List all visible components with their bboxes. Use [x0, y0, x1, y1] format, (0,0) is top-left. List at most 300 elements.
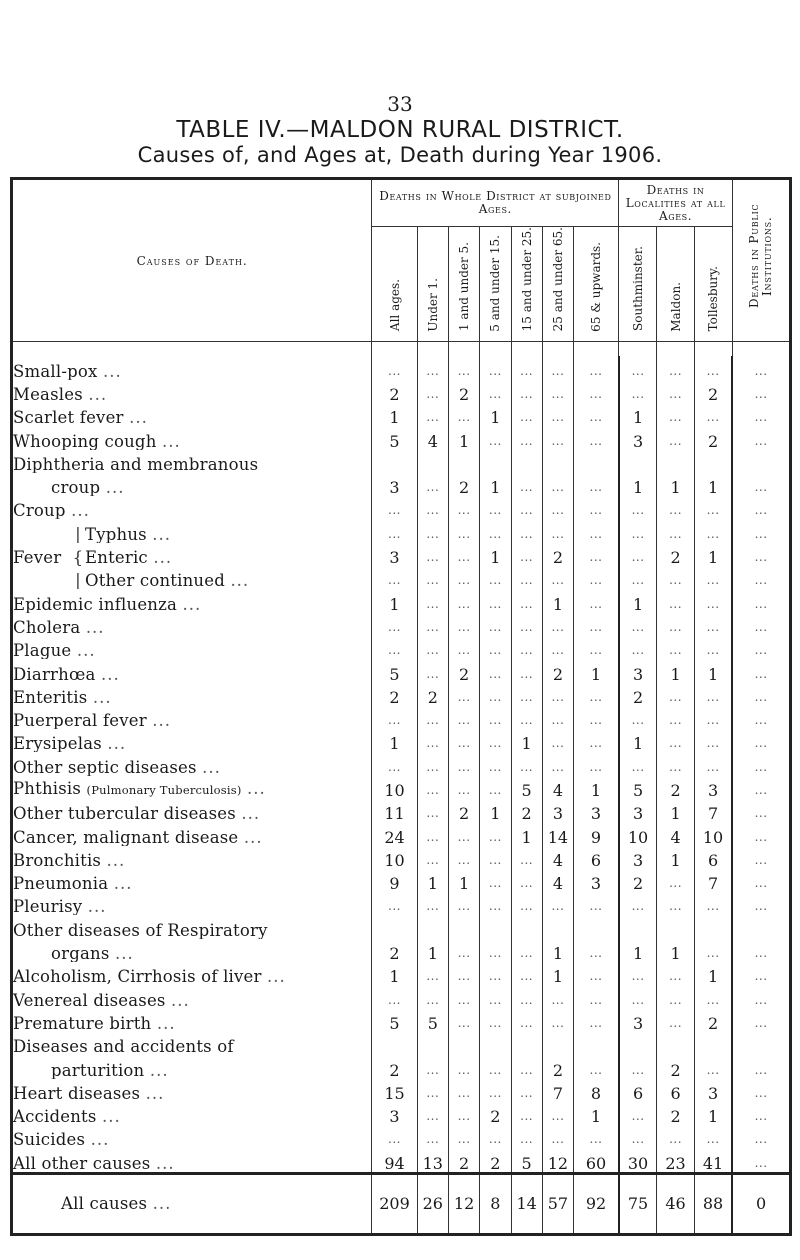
dot-cell: ...: [732, 985, 790, 1008]
dot-cell: ...: [480, 519, 511, 542]
leader-dots: ...: [155, 1153, 175, 1173]
dot-cell: ...: [542, 636, 573, 659]
dot-cell: ...: [372, 1125, 417, 1148]
dot-cell: ...: [511, 1009, 542, 1032]
value-cell: 1: [511, 822, 542, 845]
dot-cell: ...: [417, 799, 448, 822]
dot-cell: ...: [542, 752, 573, 775]
cause-label: Erysipelas: [13, 734, 102, 753]
dot-cell: ...: [694, 1055, 732, 1078]
value-cell: 2: [480, 1102, 511, 1125]
empty-cell: [372, 450, 417, 473]
leader-dots: ...: [106, 850, 126, 869]
dot-cell: ...: [574, 962, 619, 985]
cause-cell: [12, 403, 372, 426]
dot-cell: ...: [417, 846, 448, 869]
table-row: [12, 613, 791, 636]
dot-cell: ...: [732, 752, 790, 775]
value-cell: 1: [372, 962, 417, 985]
age-header: [574, 227, 619, 342]
value-cell: 2: [372, 683, 417, 706]
dot-cell: ...: [542, 892, 573, 915]
dot-cell: ...: [694, 496, 732, 519]
leader-dots: ...: [129, 408, 148, 427]
value-cell: 30: [619, 1148, 657, 1173]
value-cell: 3: [574, 799, 619, 822]
value-cell: 1: [448, 869, 479, 892]
total-value-cell: 209: [372, 1173, 417, 1234]
table-subtitle: Causes of, and Ages at, Death during Year 1906.: [137, 143, 663, 167]
value-cell: 5: [372, 426, 417, 449]
empty-cell: [511, 450, 542, 473]
dot-cell: ...: [574, 519, 619, 542]
table-row: [12, 915, 791, 938]
value-cell: 1: [657, 659, 695, 682]
total-value-cell: 75: [619, 1173, 657, 1234]
dot-cell: ...: [732, 1079, 790, 1102]
dot-cell: ...: [732, 683, 790, 706]
leader-dots: ...: [113, 874, 133, 893]
dot-cell: ...: [417, 543, 448, 566]
empty-cell: [480, 450, 511, 473]
value-cell: 3: [619, 799, 657, 822]
cause-label: Plague: [13, 641, 72, 660]
value-cell: 5: [417, 1009, 448, 1032]
empty-cell: [657, 450, 695, 473]
dot-cell: ...: [417, 659, 448, 682]
total-value-cell: 14: [511, 1173, 542, 1234]
value-cell: 1: [657, 473, 695, 496]
total-row: [12, 1173, 791, 1234]
cause-label: Other septic diseases: [13, 757, 197, 776]
value-cell: 1: [372, 589, 417, 612]
empty-cell: [657, 1032, 695, 1055]
dot-cell: ...: [417, 985, 448, 1008]
dot-cell: ...: [574, 706, 619, 729]
value-cell: 1: [480, 799, 511, 822]
value-cell: 6: [657, 1079, 695, 1102]
dot-cell: ...: [694, 729, 732, 752]
cause-label: Croup: [13, 501, 66, 520]
dot-cell: ...: [511, 706, 542, 729]
locality-header: [694, 227, 732, 342]
table-row: [12, 962, 791, 985]
dot-cell: ...: [448, 1125, 479, 1148]
cause-cell: [12, 962, 372, 985]
dot-cell: ...: [732, 729, 790, 752]
dot-cell: ...: [657, 1125, 695, 1148]
age-header-text: 15 and under 25.: [519, 227, 534, 332]
table-row: [12, 1148, 791, 1173]
value-cell: 2: [619, 683, 657, 706]
dot-cell: ...: [574, 403, 619, 426]
value-cell: 1: [619, 729, 657, 752]
brace-mark: {: [72, 548, 84, 567]
leader-dots: ...: [152, 524, 172, 543]
dot-cell: ...: [448, 496, 479, 519]
total-label: [12, 1173, 372, 1234]
table-row: [12, 683, 791, 706]
dot-cell: ...: [480, 566, 511, 589]
leader-dots: ...: [153, 548, 173, 567]
value-cell: 2: [448, 1148, 479, 1173]
empty-cell: [417, 450, 448, 473]
cause-cell: [12, 985, 372, 1008]
dot-cell: ...: [574, 613, 619, 636]
cause-cell: [12, 869, 372, 892]
whole-district-header: Deaths in Whole District at subjoined Ages.: [372, 179, 619, 227]
cause-cell: [12, 613, 372, 636]
dot-cell: ...: [732, 473, 790, 496]
value-cell: 1: [448, 426, 479, 449]
empty-cell: [619, 1032, 657, 1055]
value-cell: 1: [657, 799, 695, 822]
table-title: TABLE IV.—MALDON RURAL DISTRICT.: [176, 117, 624, 143]
value-cell: 1: [511, 729, 542, 752]
cause-cell: [12, 566, 372, 589]
table-row: [12, 450, 791, 473]
cause-cell: [12, 1032, 372, 1055]
table-row: [12, 822, 791, 845]
dot-cell: ...: [619, 1055, 657, 1078]
dot-cell: ...: [694, 683, 732, 706]
value-cell: 5: [511, 776, 542, 799]
value-cell: 10: [694, 822, 732, 845]
dot-cell: ...: [574, 752, 619, 775]
value-cell: 6: [619, 1079, 657, 1102]
dot-cell: ...: [542, 985, 573, 1008]
dot-cell: ...: [417, 356, 448, 379]
dot-cell: ...: [511, 752, 542, 775]
dot-cell: ...: [732, 1148, 790, 1173]
dot-cell: ...: [619, 613, 657, 636]
value-cell: 2: [511, 799, 542, 822]
dot-cell: ...: [417, 613, 448, 636]
dot-cell: ...: [480, 822, 511, 845]
dot-cell: ...: [372, 496, 417, 519]
value-cell: 24: [372, 822, 417, 845]
dot-cell: ...: [619, 566, 657, 589]
dot-cell: ...: [372, 519, 417, 542]
dot-cell: ...: [732, 659, 790, 682]
dot-cell: ...: [574, 1009, 619, 1032]
dot-cell: ...: [511, 403, 542, 426]
value-cell: 2: [542, 1055, 573, 1078]
value-cell: 41: [694, 1148, 732, 1173]
value-cell: 7: [694, 869, 732, 892]
dot-cell: ...: [448, 589, 479, 612]
dot-cell: ...: [694, 752, 732, 775]
dot-cell: ...: [694, 356, 732, 379]
dot-cell: ...: [511, 892, 542, 915]
value-cell: 1: [542, 589, 573, 612]
dot-cell: ...: [542, 426, 573, 449]
value-cell: 9: [574, 822, 619, 845]
dot-cell: ...: [480, 380, 511, 403]
dot-cell: ...: [732, 566, 790, 589]
cause-cell: [12, 543, 372, 566]
value-cell: 2: [542, 659, 573, 682]
dot-cell: ...: [448, 636, 479, 659]
value-cell: 94: [372, 1148, 417, 1173]
leader-dots: ...: [105, 478, 125, 497]
dot-cell: ...: [574, 1125, 619, 1148]
cause-cell: [12, 706, 372, 729]
dot-cell: ...: [574, 939, 619, 962]
value-cell: 3: [619, 846, 657, 869]
value-cell: 2: [448, 473, 479, 496]
dot-cell: ...: [619, 706, 657, 729]
leader-dots: ...: [90, 1130, 110, 1149]
dot-cell: ...: [417, 519, 448, 542]
dot-cell: ...: [448, 356, 479, 379]
dot-cell: ...: [732, 962, 790, 985]
cause-cell: [12, 659, 372, 682]
leader-dots: ...: [87, 897, 107, 916]
cause-cell: [12, 356, 372, 379]
dot-cell: ...: [511, 589, 542, 612]
table-row: [12, 846, 791, 869]
cause-cell: [12, 1148, 372, 1173]
dot-cell: ...: [657, 985, 695, 1008]
dot-cell: ...: [372, 892, 417, 915]
value-cell: 2: [448, 380, 479, 403]
empty-cell: [694, 450, 732, 473]
dot-cell: ...: [511, 659, 542, 682]
dot-cell: ...: [657, 869, 695, 892]
leader-dots: ...: [152, 1194, 172, 1214]
value-cell: 60: [574, 1148, 619, 1173]
leader-dots: ...: [85, 617, 105, 636]
cause-label: croup: [51, 478, 101, 497]
dot-cell: ...: [542, 356, 573, 379]
cause-cell: [12, 683, 372, 706]
value-cell: 6: [574, 846, 619, 869]
dot-cell: ...: [657, 613, 695, 636]
dot-cell: ...: [480, 962, 511, 985]
dot-cell: ...: [657, 683, 695, 706]
leader-dots: ...: [171, 990, 190, 1009]
cause-label: Whooping cough: [13, 431, 157, 450]
dot-cell: ...: [448, 1079, 479, 1102]
age-header-text: 5 and under 15.: [488, 234, 503, 332]
dot-cell: ...: [542, 1102, 573, 1125]
dot-cell: ...: [448, 962, 479, 985]
empty-cell: [694, 1032, 732, 1055]
table-row: [12, 543, 791, 566]
dot-cell: ...: [480, 1055, 511, 1078]
dot-cell: ...: [511, 426, 542, 449]
dot-cell: ...: [619, 380, 657, 403]
dot-cell: ...: [732, 1102, 790, 1125]
age-header-text: 1 and under 5.: [457, 242, 472, 332]
dot-cell: ...: [480, 939, 511, 962]
value-cell: 1: [542, 962, 573, 985]
dot-cell: ...: [542, 566, 573, 589]
value-cell: 3: [619, 659, 657, 682]
dot-cell: ...: [542, 519, 573, 542]
dot-cell: ...: [732, 776, 790, 799]
value-cell: 4: [542, 846, 573, 869]
leader-dots: ...: [152, 711, 172, 730]
mortality-table: [10, 177, 792, 1236]
cause-label: Puerperal fever: [13, 711, 147, 730]
dot-cell: ...: [448, 892, 479, 915]
total-value-cell: 8: [480, 1173, 511, 1234]
cause-label: Other continued: [85, 571, 225, 590]
empty-cell: [732, 915, 790, 938]
cause-cell: [12, 496, 372, 519]
leader-dots: ...: [145, 1083, 165, 1102]
value-cell: 3: [574, 869, 619, 892]
leader-dots: ...: [267, 967, 286, 986]
dot-cell: ...: [542, 706, 573, 729]
value-cell: 10: [372, 776, 417, 799]
value-cell: 1: [480, 543, 511, 566]
dot-cell: ...: [657, 380, 695, 403]
value-cell: 4: [542, 776, 573, 799]
dot-cell: ...: [448, 729, 479, 752]
dot-cell: ...: [619, 356, 657, 379]
cause-label: Diphtheria and membranous: [13, 454, 259, 473]
table-row: [12, 869, 791, 892]
value-cell: 1: [619, 589, 657, 612]
empty-cell: [448, 450, 479, 473]
value-cell: 7: [694, 799, 732, 822]
dot-cell: ...: [694, 1125, 732, 1148]
age-header-text: Under 1.: [425, 277, 440, 332]
dot-cell: ...: [619, 985, 657, 1008]
dot-cell: ...: [448, 683, 479, 706]
table-row: [12, 356, 791, 379]
localities-header: Deaths in Localities at all Ages.: [619, 179, 732, 227]
value-cell: 1: [574, 1102, 619, 1125]
page-number: 33: [387, 92, 413, 116]
dot-cell: ...: [694, 706, 732, 729]
dot-cell: ...: [732, 799, 790, 822]
value-cell: 3: [694, 1079, 732, 1102]
dot-cell: ...: [657, 426, 695, 449]
dot-cell: ...: [511, 869, 542, 892]
leader-dots: ...: [71, 501, 90, 520]
dot-cell: ...: [448, 566, 479, 589]
age-header: [480, 227, 511, 342]
table-row: [12, 403, 791, 426]
dot-cell: ...: [511, 985, 542, 1008]
empty-cell: [511, 1032, 542, 1055]
cause-label: Scarlet fever: [13, 408, 124, 427]
dot-cell: ...: [480, 729, 511, 752]
value-cell: 2: [448, 799, 479, 822]
table-row: [12, 496, 791, 519]
leader-dots: ...: [107, 734, 127, 753]
cause-label: Bronchitis: [13, 850, 102, 869]
dot-cell: ...: [417, 1125, 448, 1148]
dot-cell: ...: [732, 1055, 790, 1078]
value-cell: 15: [372, 1079, 417, 1102]
dot-cell: ...: [732, 1009, 790, 1032]
table-row: [12, 706, 791, 729]
cause-label: Enteritis: [13, 687, 88, 706]
dot-cell: ...: [542, 683, 573, 706]
empty-cell: [619, 450, 657, 473]
empty-cell: [542, 1032, 573, 1055]
dot-cell: ...: [448, 543, 479, 566]
dot-cell: ...: [511, 356, 542, 379]
dot-cell: ...: [732, 403, 790, 426]
dot-cell: ...: [417, 403, 448, 426]
dot-cell: ...: [657, 752, 695, 775]
value-cell: 11: [372, 799, 417, 822]
table-row: [12, 566, 791, 589]
age-header: [372, 227, 417, 342]
dot-cell: ...: [657, 356, 695, 379]
dot-cell: ...: [448, 776, 479, 799]
locality-header: [657, 227, 695, 342]
dot-cell: ...: [417, 473, 448, 496]
dot-cell: ...: [619, 543, 657, 566]
cause-label: Premature birth: [13, 1013, 152, 1032]
value-cell: 1: [480, 473, 511, 496]
age-header: [542, 227, 573, 342]
dot-cell: ...: [511, 1125, 542, 1148]
dot-cell: ...: [732, 613, 790, 636]
dot-cell: ...: [372, 613, 417, 636]
dot-cell: ...: [694, 613, 732, 636]
table-row: [12, 776, 791, 799]
table-row: [12, 1079, 791, 1102]
total-label-text: All causes: [61, 1194, 148, 1214]
dot-cell: ...: [732, 519, 790, 542]
causes-header: Causes of Death.: [12, 179, 372, 342]
value-cell: 2: [372, 1055, 417, 1078]
locality-header-text: Tollesbury.: [706, 265, 721, 332]
cause-label: Pneumonia: [13, 874, 109, 893]
value-cell: 2: [448, 659, 479, 682]
dot-cell: ...: [542, 403, 573, 426]
dot-cell: ...: [574, 543, 619, 566]
dot-cell: ...: [480, 496, 511, 519]
cause-cell: [12, 589, 372, 612]
dot-cell: ...: [619, 892, 657, 915]
dot-cell: ...: [732, 892, 790, 915]
dot-cell: ...: [574, 892, 619, 915]
dot-cell: ...: [448, 403, 479, 426]
dot-cell: ...: [574, 683, 619, 706]
dot-cell: ...: [542, 380, 573, 403]
dot-cell: ...: [657, 589, 695, 612]
dot-cell: ...: [417, 752, 448, 775]
table-row: [12, 1009, 791, 1032]
dot-cell: ...: [417, 776, 448, 799]
leader-dots: ...: [92, 687, 112, 706]
value-cell: 2: [619, 869, 657, 892]
cause-cell: [12, 519, 372, 542]
dot-cell: ...: [417, 589, 448, 612]
value-cell: 23: [657, 1148, 695, 1173]
leader-dots: ...: [202, 757, 221, 776]
value-cell: 2: [372, 380, 417, 403]
dot-cell: ...: [511, 380, 542, 403]
empty-cell: [417, 1032, 448, 1055]
value-cell: 3: [619, 426, 657, 449]
cause-cell: [12, 846, 372, 869]
cause-cell: [12, 473, 372, 496]
cause-cell: [12, 636, 372, 659]
dot-cell: ...: [657, 729, 695, 752]
cause-cell: [12, 892, 372, 915]
dot-cell: ...: [732, 496, 790, 519]
